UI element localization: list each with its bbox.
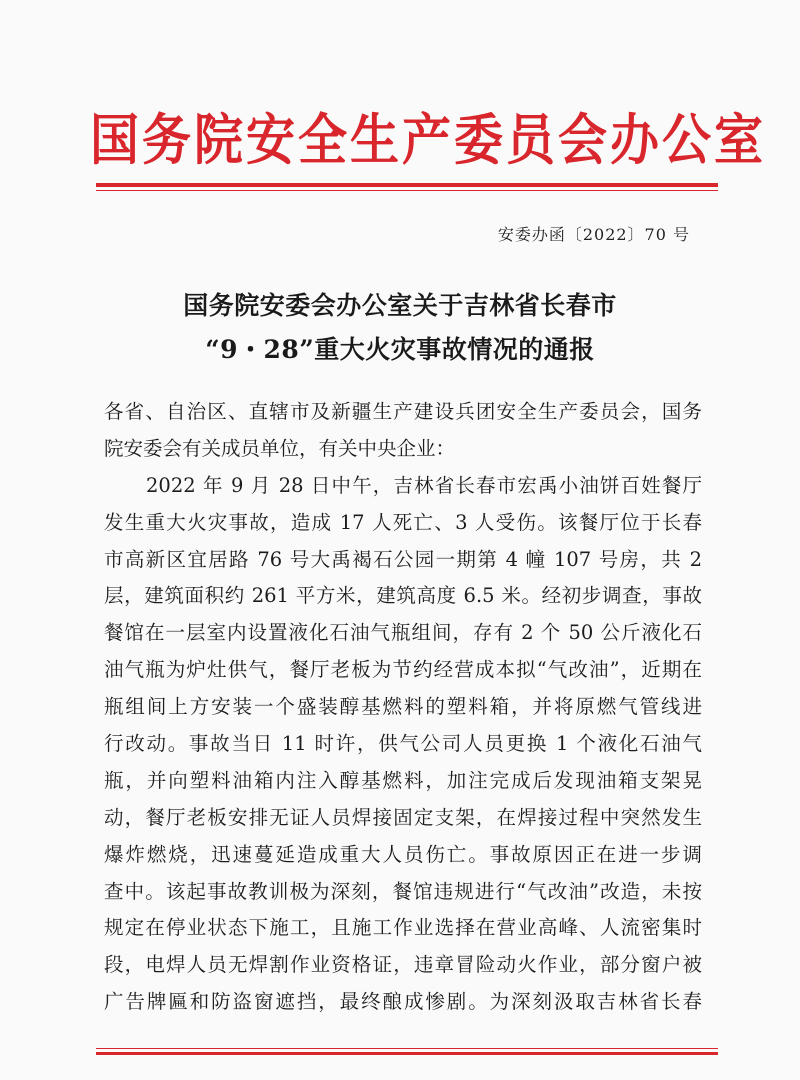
header-red-rule-thick: [96, 183, 718, 187]
body-line: 2022 年 9 月 28 日中午，吉林省长春市宏禹小油饼百姓餐厅: [146, 473, 702, 497]
body-line: 查中。该起事故教训极为深刻，餐馆违规进行“气改油”改造，未按: [104, 879, 702, 903]
body-line: 瓶组间上方安装一个盛装醇基燃料的塑料箱，并将原燃气管线进: [104, 695, 702, 719]
body-line: 动，餐厅老板安排无证人员焊接固定支架，在焊接过程中突然发生: [104, 805, 702, 829]
document-number: 安委办函〔2022〕70 号: [497, 225, 690, 244]
body-line: 院安委会有关成员单位，有关中央企业：: [104, 436, 456, 460]
document-body: [104, 394, 702, 1021]
body-line: 油气瓶为炉灶供气，餐厅老板为节约经营成本拟“气改油”，近期在: [104, 658, 702, 682]
body-line: 层，建筑面积约 261 平方米，建筑高度 6.5 米。经初步调查，事故: [104, 584, 702, 608]
document-title-line-2: “9・28”重大火灾事故情况的通报: [205, 335, 595, 364]
document-title-line-1: 国务院安委会办公室关于吉林省长春市: [183, 291, 617, 320]
footer-red-rule-thick: [96, 1052, 718, 1055]
body-line: 规定在停业状态下施工，且施工作业选择在营业高峰、人流密集时: [104, 916, 702, 940]
header-red-rule-thin: [96, 190, 718, 191]
issuing-office-header: 国务院安全生产委员会办公室: [90, 107, 767, 173]
footer-red-rule-thin: [96, 1048, 718, 1049]
body-line: 市高新区宜居路 76 号大禹褐石公园一期第 4 幢 107 号房，共 2: [104, 547, 702, 571]
body-line: 餐馆在一层室内设置液化石油气瓶组间，存有 2 个 50 公斤液化石: [104, 621, 702, 645]
body-line: 段，电焊人员无焊割作业资格证，违章冒险动火作业，部分窗户被: [104, 953, 702, 977]
body-line: 行改动。事故当日 11 时许，供气公司人员更换 1 个液化石油气: [104, 732, 702, 756]
body-line: 瓶，并向塑料油箱内注入醇基燃料，加注完成后发现油箱支架晃: [104, 768, 702, 792]
body-line: 爆炸燃烧，迅速蔓延造成重大人员伤亡。事故原因正在进一步调: [104, 842, 702, 866]
body-line: 发生重大火灾事故，造成 17 人死亡、3 人受伤。该餐厅位于长春: [104, 510, 702, 534]
body-line: 各省、自治区、直辖市及新疆生产建设兵团安全生产委员会，国务: [104, 400, 702, 423]
body-line: 广告牌匾和防盗窗遮挡，最终酿成惨剧。为深刻汲取吉林省长春: [104, 990, 702, 1014]
